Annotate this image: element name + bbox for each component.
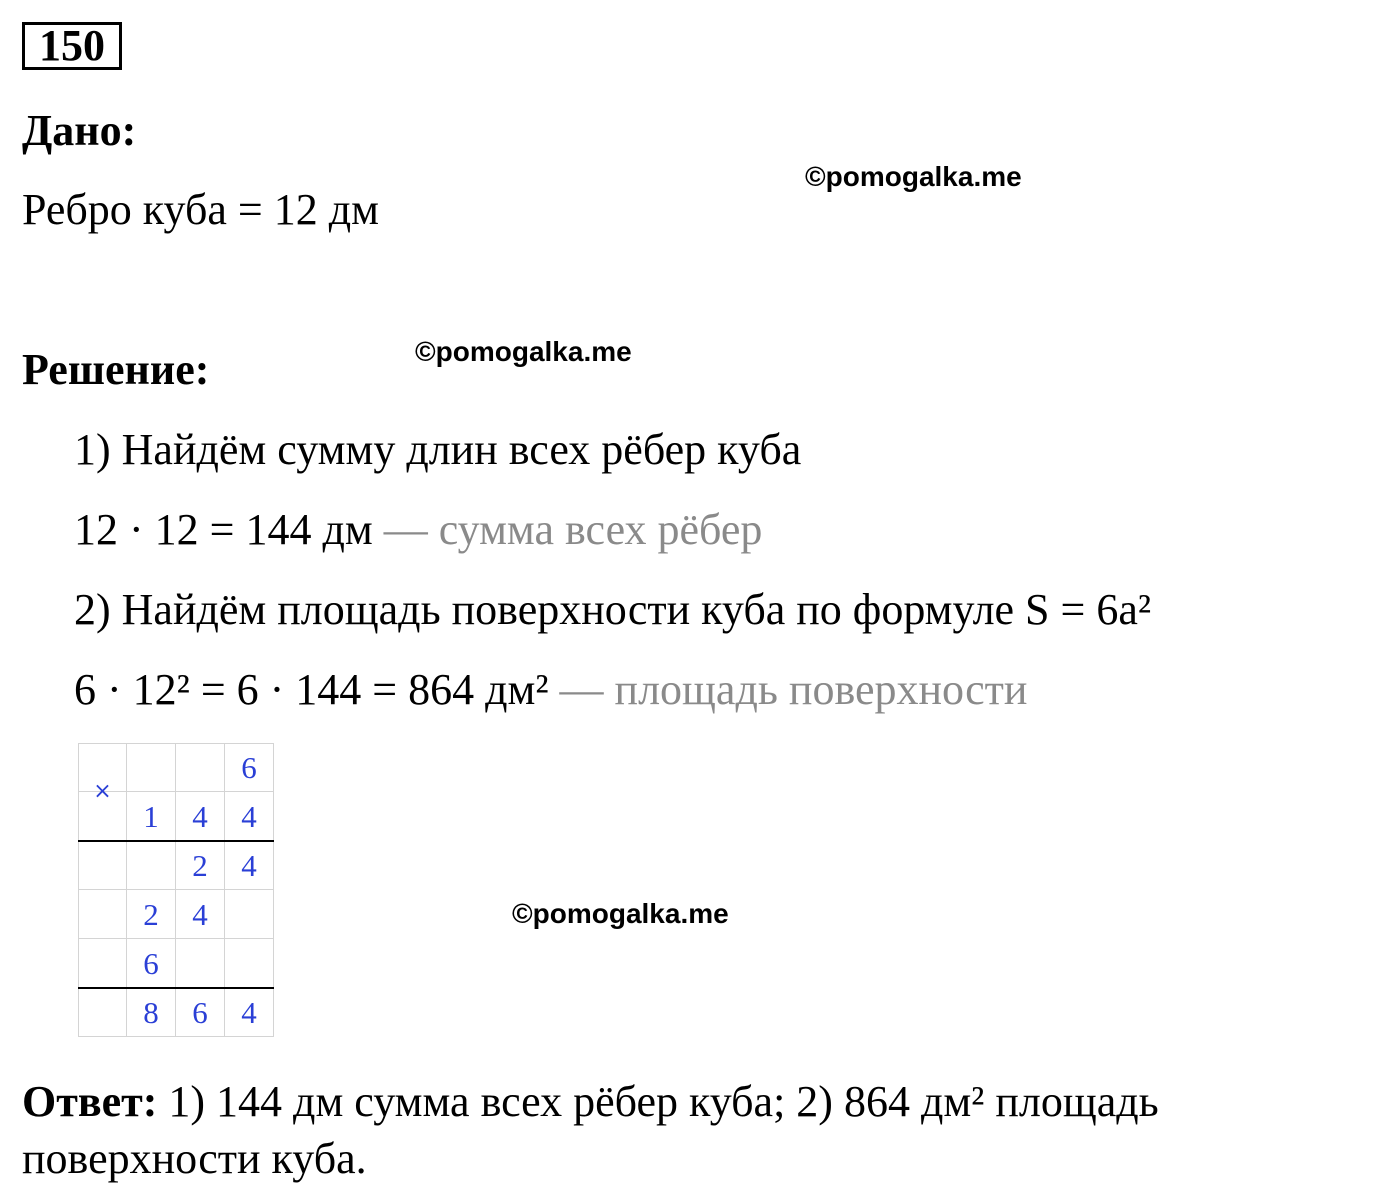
- task-number: 150: [22, 22, 122, 70]
- grid-cell: 6: [225, 743, 274, 792]
- answer-line-2: поверхности куба.: [22, 1134, 367, 1183]
- grid-cell: 2: [176, 841, 225, 890]
- grid-cell: 4: [225, 988, 274, 1037]
- answer-line-1: [22, 1077, 1159, 1127]
- grid-cell: [176, 743, 225, 792]
- multiplication-rule: [78, 840, 274, 842]
- step2-calc: 6 · 12² = 6 · 144 = 864 дм²: [74, 665, 549, 714]
- grid-cell: 4: [176, 792, 225, 841]
- step2-note: — площадь поверхности: [548, 665, 1028, 714]
- answer-text: 1) 144 дм сумма всех рёбер куба; 2) 864 дм² площадь: [157, 1077, 1159, 1126]
- grid-cell: [225, 890, 274, 939]
- grid-cell: [78, 988, 127, 1037]
- step2-calculation: [74, 665, 1027, 715]
- step1-title: 1) Найдём сумму длин всех рёбер куба: [74, 425, 802, 474]
- watermark: ©pomogalka.me: [415, 336, 632, 367]
- grid-cell: [78, 841, 127, 890]
- grid-cell: 2: [127, 890, 176, 939]
- watermark: ©pomogalka.me: [805, 161, 1022, 192]
- grid-cell: [225, 939, 274, 988]
- grid-cell: 4: [225, 841, 274, 890]
- step2-title: 2) Найдём площадь поверхности куба по формуле S = 6a²: [74, 585, 1152, 634]
- step1-calculation: [74, 505, 762, 555]
- watermark: ©pomogalka.me: [512, 898, 729, 929]
- sum-rule: [78, 987, 274, 989]
- grid-cell: [127, 743, 176, 792]
- column-multiplication: [78, 743, 274, 1037]
- grid-cell: 1: [127, 792, 176, 841]
- grid-cell: [176, 939, 225, 988]
- grid-cell: [78, 939, 127, 988]
- grid-cell: 4: [225, 792, 274, 841]
- grid-cell: 6: [127, 939, 176, 988]
- given-line: Ребро куба = 12 дм: [22, 185, 379, 234]
- multiply-sign: ×: [93, 779, 112, 804]
- grid-cell: 6: [176, 988, 225, 1037]
- answer-label: Ответ:: [22, 1077, 158, 1126]
- given-heading: Дано:: [22, 106, 137, 155]
- grid-cell: [78, 890, 127, 939]
- step1-calc: 12 · 12 = 144 дм: [74, 505, 373, 554]
- solution-heading: Решение:: [22, 345, 210, 394]
- grid-cell: 8: [127, 988, 176, 1037]
- step1-note: — сумма всех рёбер: [372, 505, 763, 554]
- grid-cell: 4: [176, 890, 225, 939]
- grid-cell: [127, 841, 176, 890]
